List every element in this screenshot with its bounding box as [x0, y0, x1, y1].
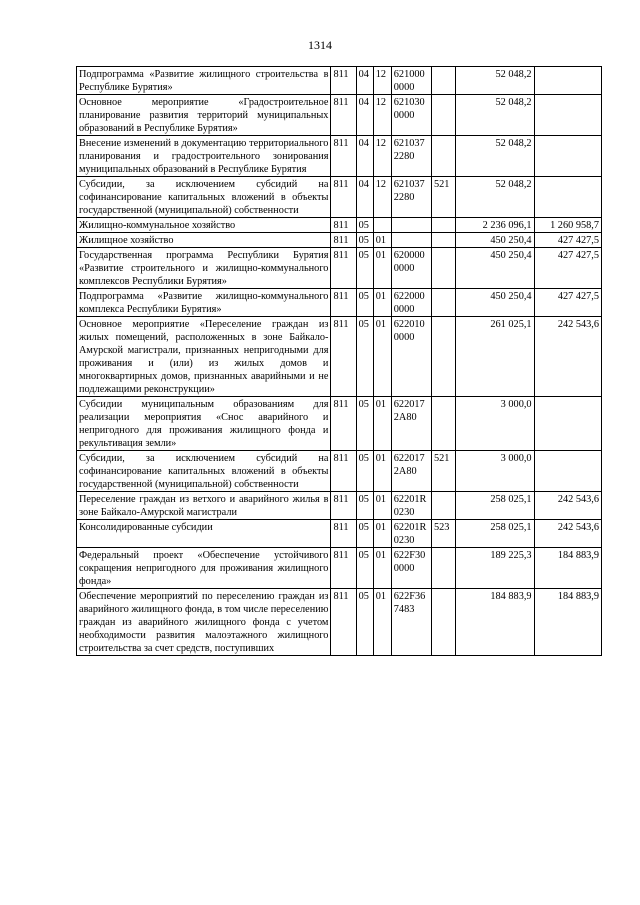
row-section: 05 [356, 548, 373, 589]
row-grbs: 811 [331, 233, 356, 248]
row-section: 05 [356, 520, 373, 548]
row-target-article: 622000 0000 [391, 289, 431, 317]
row-target-article: 622017 2А80 [391, 451, 431, 492]
row-expense-type [432, 492, 456, 520]
row-grbs: 811 [331, 397, 356, 451]
row-sum-2 [534, 177, 601, 218]
row-subsection [373, 218, 391, 233]
row-section: 05 [356, 397, 373, 451]
row-subsection: 01 [373, 520, 391, 548]
row-subsection: 12 [373, 95, 391, 136]
row-name: Субсидии, за исключением субсидий на софинансирование капитальных вложений в объекты государственной (муниципальной) собственности [77, 177, 331, 218]
row-target-article: 620000 0000 [391, 248, 431, 289]
row-subsection: 12 [373, 67, 391, 95]
table-row [77, 67, 602, 95]
row-sum-1: 52 048,2 [456, 95, 534, 136]
row-expense-type [432, 317, 456, 397]
page-number: 1314 [308, 38, 332, 52]
row-expense-type: 523 [432, 520, 456, 548]
table-row [77, 492, 602, 520]
table-row [77, 218, 602, 233]
row-section: 05 [356, 248, 373, 289]
row-target-article: 621037 2280 [391, 136, 431, 177]
row-grbs: 811 [331, 136, 356, 177]
table-row [77, 177, 602, 218]
row-section: 04 [356, 177, 373, 218]
row-name: Внесение изменений в документацию территориального планирования и градостроительного зонирования муниципальных образований в Республике Бурятия [77, 136, 331, 177]
row-name: Обеспечение мероприятий по переселению граждан из аварийного жилищного фонда, в том числе переселению граждан из аварийного жилищного фонда с учетом необходимости развития малоэтажного жилищного строительства за счет средств, поступивших [77, 589, 331, 656]
row-expense-type: 521 [432, 451, 456, 492]
row-target-article: 622F36 7483 [391, 589, 431, 656]
row-target-article: 621037 2280 [391, 177, 431, 218]
row-sum-2: 242 543,6 [534, 492, 601, 520]
row-name: Субсидии муниципальным образованиям для реализации мероприятия «Снос аварийного и непригодного для проживания жилищного фонда и рекультивация земли» [77, 397, 331, 451]
row-section: 04 [356, 136, 373, 177]
row-name: Основное мероприятие «Переселение граждан из жилых помещений, расположенных в зоне Байкало-Амурской магистрали, признанных непригодными для проживания и (или) из жилых домов и многоквартирных домов, признанных аварийными и не подлежащими реконструкции» [77, 317, 331, 397]
row-sum-2: 427 427,5 [534, 248, 601, 289]
table-body [77, 67, 602, 656]
row-grbs: 811 [331, 317, 356, 397]
table-row [77, 136, 602, 177]
row-section: 04 [356, 95, 373, 136]
row-section: 05 [356, 492, 373, 520]
row-subsection: 01 [373, 589, 391, 656]
row-sum-2: 427 427,5 [534, 289, 601, 317]
row-grbs: 811 [331, 548, 356, 589]
row-subsection: 01 [373, 317, 391, 397]
row-target-article: 622017 2А80 [391, 397, 431, 451]
row-grbs: 811 [331, 289, 356, 317]
row-subsection: 01 [373, 548, 391, 589]
table-row [77, 248, 602, 289]
row-target-article: 621030 0000 [391, 95, 431, 136]
row-name: Государственная программа Республики Бурятия «Развитие строительного и жилищно-коммунального комплексов Республики Бурятия» [77, 248, 331, 289]
row-sum-1: 52 048,2 [456, 67, 534, 95]
row-target-article [391, 218, 431, 233]
table-row [77, 95, 602, 136]
row-section: 05 [356, 233, 373, 248]
row-sum-1: 2 236 096,1 [456, 218, 534, 233]
row-section: 04 [356, 67, 373, 95]
row-sum-1: 3 000,0 [456, 451, 534, 492]
row-name: Субсидии, за исключением субсидий на софинансирование капитальных вложений в объекты государственной (муниципальной) собственности [77, 451, 331, 492]
row-section: 05 [356, 218, 373, 233]
row-sum-2: 1 260 958,7 [534, 218, 601, 233]
table-row [77, 451, 602, 492]
row-expense-type [432, 233, 456, 248]
table-row [77, 233, 602, 248]
row-grbs: 811 [331, 492, 356, 520]
row-subsection: 01 [373, 492, 391, 520]
row-expense-type [432, 218, 456, 233]
row-subsection: 12 [373, 136, 391, 177]
row-expense-type [432, 397, 456, 451]
row-sum-2: 184 883,9 [534, 548, 601, 589]
row-name: Переселение граждан из ветхого и аварийного жилья в зоне Байкало-Амурской магистрали [77, 492, 331, 520]
row-grbs: 811 [331, 177, 356, 218]
row-sum-2 [534, 67, 601, 95]
row-name: Жилищное хозяйство [77, 233, 331, 248]
row-grbs: 811 [331, 67, 356, 95]
row-sum-2 [534, 136, 601, 177]
row-subsection: 01 [373, 233, 391, 248]
row-name: Федеральный проект «Обеспечение устойчивого сокращения непригодного для проживания жилищного фонда» [77, 548, 331, 589]
row-sum-1: 258 025,1 [456, 520, 534, 548]
row-subsection: 01 [373, 397, 391, 451]
row-grbs: 811 [331, 248, 356, 289]
row-sum-1: 52 048,2 [456, 136, 534, 177]
table-row [77, 289, 602, 317]
row-expense-type [432, 67, 456, 95]
table-row [77, 589, 602, 656]
table-row [77, 397, 602, 451]
row-expense-type [432, 248, 456, 289]
row-grbs: 811 [331, 520, 356, 548]
row-sum-1: 450 250,4 [456, 248, 534, 289]
table-row [77, 548, 602, 589]
row-subsection: 01 [373, 248, 391, 289]
row-target-article [391, 233, 431, 248]
row-name: Жилищно-коммунальное хозяйство [77, 218, 331, 233]
row-sum-2: 242 543,6 [534, 317, 601, 397]
row-sum-1: 450 250,4 [456, 233, 534, 248]
row-expense-type [432, 589, 456, 656]
budget-table [76, 66, 602, 656]
row-grbs: 811 [331, 451, 356, 492]
row-section: 05 [356, 589, 373, 656]
row-grbs: 811 [331, 218, 356, 233]
row-grbs: 811 [331, 589, 356, 656]
row-sum-2: 184 883,9 [534, 589, 601, 656]
row-sum-1: 184 883,9 [456, 589, 534, 656]
row-expense-type [432, 136, 456, 177]
row-section: 05 [356, 451, 373, 492]
row-subsection: 01 [373, 451, 391, 492]
row-expense-type [432, 289, 456, 317]
row-grbs: 811 [331, 95, 356, 136]
row-sum-1: 261 025,1 [456, 317, 534, 397]
row-target-article: 621000 0000 [391, 67, 431, 95]
row-expense-type: 521 [432, 177, 456, 218]
row-name: Консолидированные субсидии [77, 520, 331, 548]
row-sum-2: 242 543,6 [534, 520, 601, 548]
row-sum-2 [534, 95, 601, 136]
row-name: Подпрограмма «Развитие жилищного строительства в Республике Бурятия» [77, 67, 331, 95]
row-name: Основное мероприятие «Градостроительное планирование развития территорий муниципальных образований в Республике Бурятия» [77, 95, 331, 136]
row-sum-1: 3 000,0 [456, 397, 534, 451]
row-target-article: 622010 0000 [391, 317, 431, 397]
row-sum-1: 258 025,1 [456, 492, 534, 520]
row-sum-1: 52 048,2 [456, 177, 534, 218]
row-sum-2 [534, 397, 601, 451]
row-sum-2: 427 427,5 [534, 233, 601, 248]
row-expense-type [432, 548, 456, 589]
row-target-article: 622F30 0000 [391, 548, 431, 589]
row-target-article: 62201R 0230 [391, 492, 431, 520]
row-name: Подпрограмма «Развитие жилищно-коммунального комплекса Республики Бурятия» [77, 289, 331, 317]
row-target-article: 62201R 0230 [391, 520, 431, 548]
row-section: 05 [356, 289, 373, 317]
row-sum-1: 189 225,3 [456, 548, 534, 589]
row-sum-2 [534, 451, 601, 492]
row-section: 05 [356, 317, 373, 397]
row-sum-1: 450 250,4 [456, 289, 534, 317]
row-expense-type [432, 95, 456, 136]
table-row [77, 520, 602, 548]
table-row [77, 317, 602, 397]
row-subsection: 01 [373, 289, 391, 317]
row-subsection: 12 [373, 177, 391, 218]
